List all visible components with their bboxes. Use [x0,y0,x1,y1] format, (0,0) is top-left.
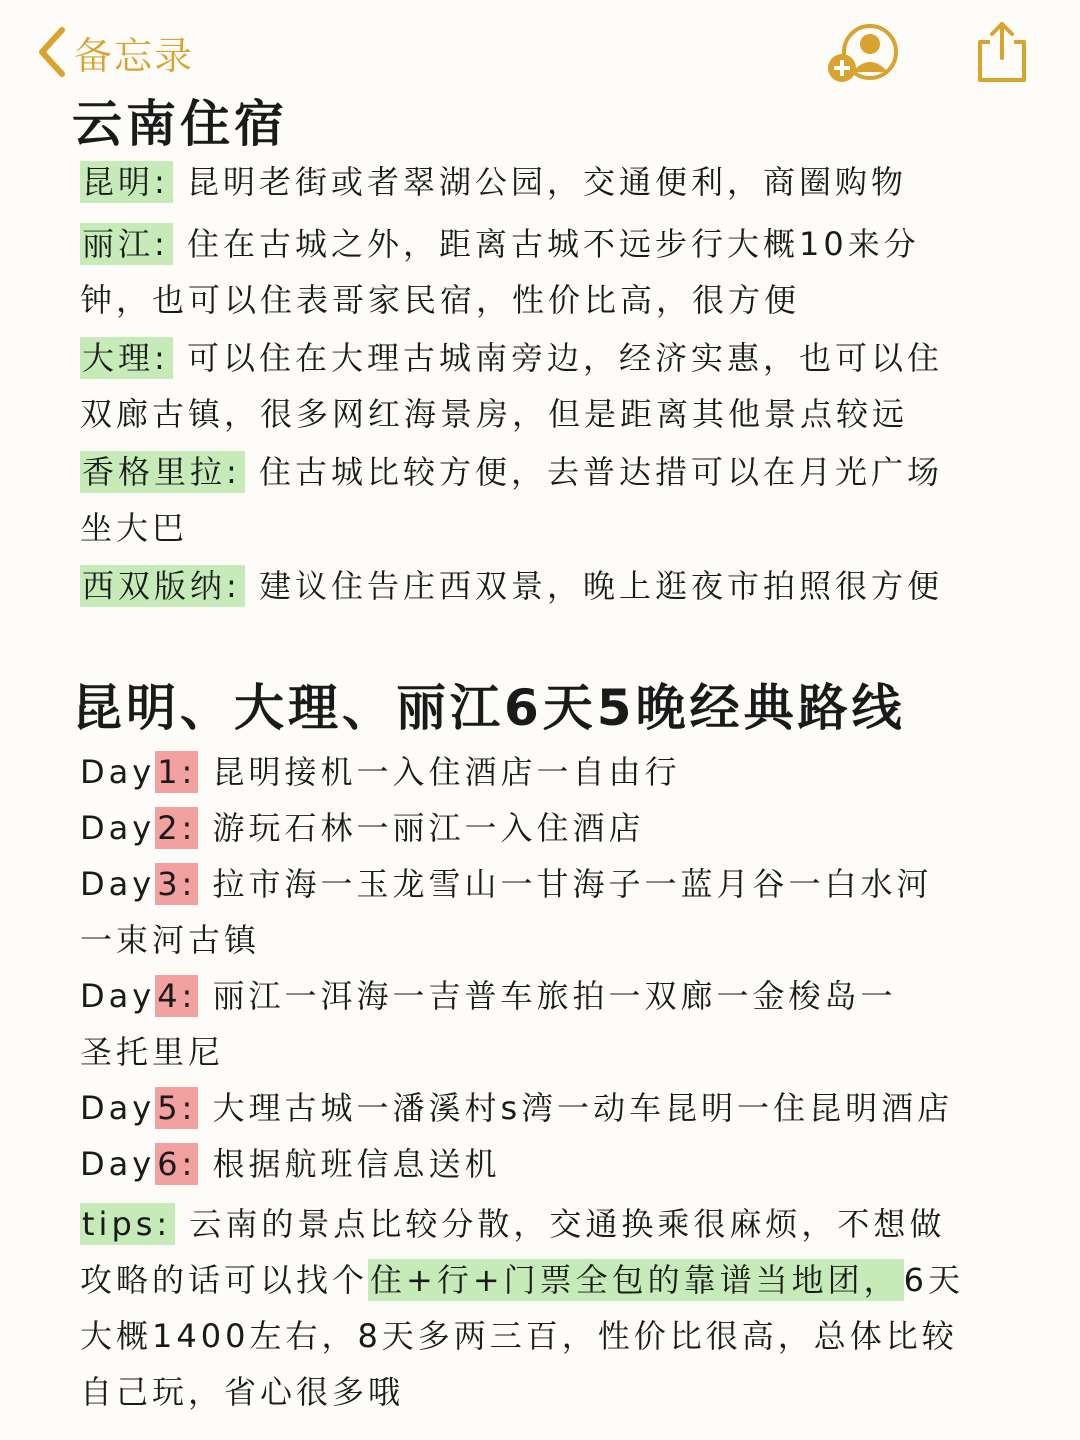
day-1 [80,752,681,792]
tips-highlight: 住+行+门票全包的靠谱当地团， [368,1259,904,1301]
tips-text: 6天 [903,1261,965,1299]
share-button[interactable] [972,18,1032,84]
city-label: 香格里拉: [80,451,245,493]
section-title-lodging: 云南住宿 [72,95,288,153]
share-people-button[interactable] [826,22,902,86]
chevron-left-icon [36,24,68,80]
day-number: 6: [157,1145,197,1183]
day-5 [80,1088,953,1128]
day-text-continued: 圣托里尼 [80,1033,225,1071]
city-label: 西双版纳: [80,565,245,607]
day-text: 丽江一洱海一吉普车旅拍一双廊一金梭岛一 [212,977,897,1015]
entry-kunming [80,162,907,202]
entry-text-continued: 双廊古镇，很多网红海景房，但是距离其他景点较远 [80,395,909,433]
share-icon [972,18,1032,84]
day-prefix: Day [80,809,156,847]
navigation-bar [0,0,1080,90]
tips [80,1204,945,1244]
day-2 [80,808,645,848]
day-text-continued: 一束河古镇 [80,921,261,959]
entry-text: 昆明老街或者翠湖公园，交通便利，商圈购物 [186,163,907,201]
back-label: 备忘录 [74,33,195,78]
city-label: 丽江: [80,223,173,265]
day-number: 4: [157,977,197,1015]
tips-line-4: 自己玩，省心很多哦 [80,1373,405,1411]
tips-line-3: 大概1400左右，8天多两三百，性价比很高，总体比较 [80,1317,958,1355]
day-text: 大理古城一潘溪村s湾一动车昆明一住昆明酒店 [212,1089,954,1127]
entry-xishuangbanna [80,566,943,606]
tips-line-2 [80,1260,964,1300]
day-text: 根据航班信息送机 [212,1145,501,1183]
day-prefix: Day [80,977,156,1015]
day-number: 3: [157,865,197,903]
day-3 [80,864,933,904]
tips-text: 攻略的话可以找个 [80,1261,369,1299]
day-number: 5: [157,1089,197,1127]
day-text: 昆明接机一入住酒店一自由行 [212,753,681,791]
back-button[interactable] [36,22,194,82]
city-label: 大理: [80,337,173,379]
entry-lijiang [80,224,920,264]
section-title-route: 昆明、大理、丽江6天5晚经典路线 [72,679,906,737]
day-text: 游玩石林一丽江一入住酒店 [212,809,645,847]
day-number: 1: [157,753,197,791]
entry-text: 建议住告庄西双景，晚上逛夜市拍照很方便 [258,567,943,605]
city-label: 昆明: [80,161,173,203]
add-people-icon [826,22,902,86]
day-number: 2: [157,809,197,847]
day-prefix: Day [80,865,156,903]
tips-text: 云南的景点比较分散，交通换乘很麻烦，不想做 [189,1205,946,1243]
entry-text-continued: 钟，也可以住表哥家民宿，性价比高，很方便 [80,281,801,319]
entry-text: 住古城比较方便，去普达措可以在月光广场 [258,453,943,491]
tips-label: tips: [80,1203,175,1245]
entry-shangrila [80,452,943,492]
entry-text-continued: 坐大巴 [80,509,189,547]
day-text: 拉市海一玉龙雪山一甘海子一蓝月谷一白水河 [212,865,933,903]
day-prefix: Day [80,753,156,791]
day-4 [80,976,897,1016]
day-6 [80,1144,501,1184]
day-prefix: Day [80,1089,156,1127]
entry-text: 住在古城之外，距离古城不远步行大概10来分 [186,225,920,263]
day-prefix: Day [80,1145,156,1183]
entry-text: 可以住在大理古城南旁边，经济实惠，也可以住 [186,339,943,377]
entry-dali [80,338,943,378]
